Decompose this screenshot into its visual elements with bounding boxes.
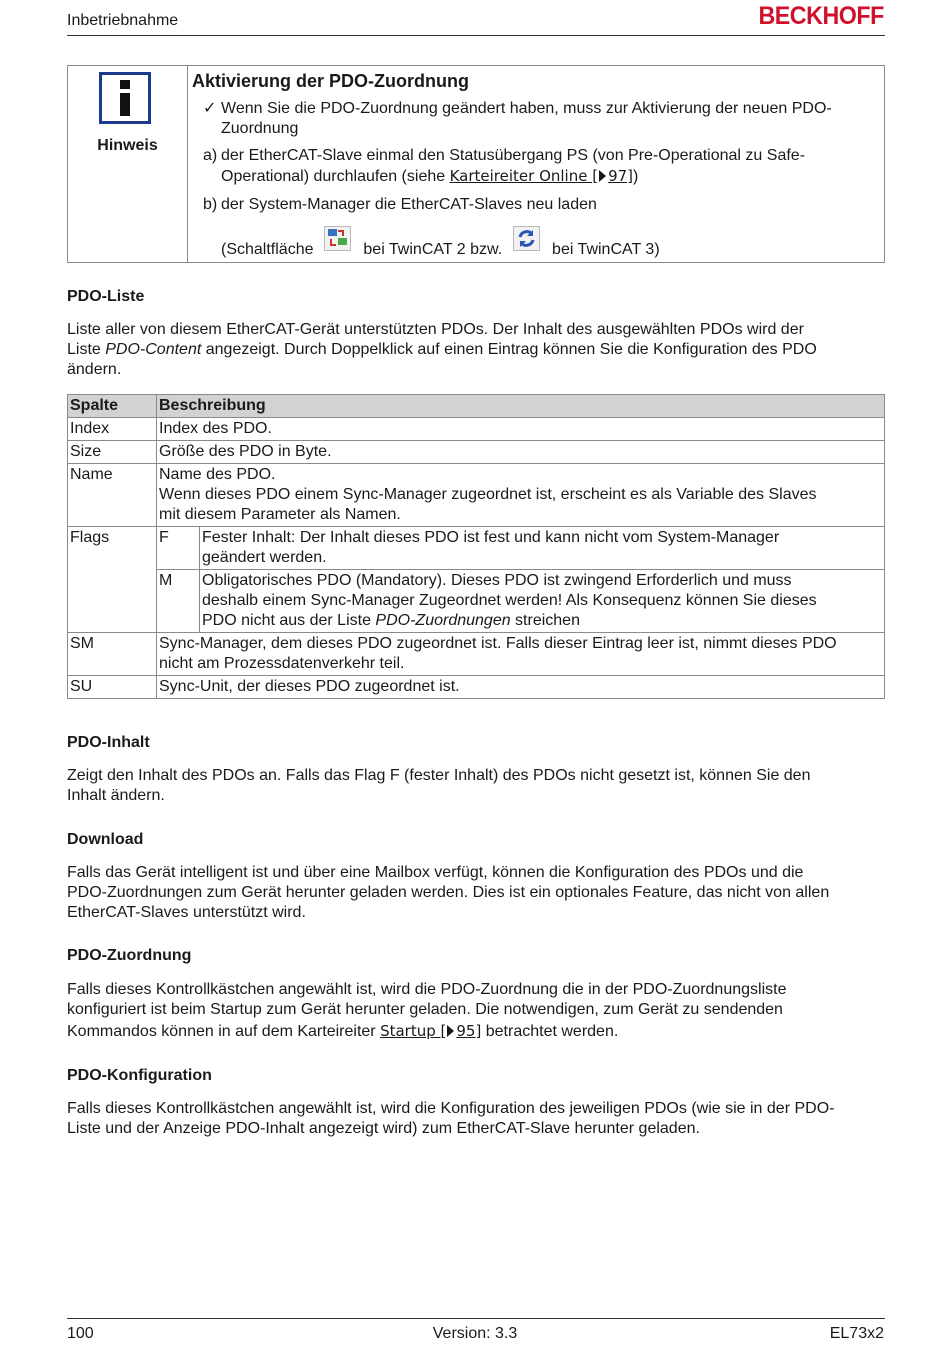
pdo-konfiguration-text: Falls dieses Kontrollkästchen angewählt ist, wird die Konfiguration des jeweiligen PDOs (wie sie in der PDO- Liste und der Anzeige PDO-Inhalt angezeigt wird) zum EtherCAT-Slave herunter geladen. (67, 1100, 835, 1137)
document-version: Version: 3.3 (432, 1325, 518, 1342)
note-title: Aktivierung der PDO-Zuordnung (192, 71, 469, 91)
pdo-columns-table (67, 394, 885, 699)
download-heading: Download (67, 831, 144, 848)
table-row (68, 441, 885, 464)
download-text: Falls das Gerät intelligent ist und über eine Mailbox verfügt, können die Konfiguration des PDOs und die PDO-Zuordnungen zum Gerät herunter geladen werden. Dies ist ein optionales Feature, das nicht von allen EtherCAT-Slaves unterstützt wird. (67, 864, 830, 921)
checkmark-icon: ✓ (203, 100, 217, 117)
table-cell: Index des PDO. (157, 418, 885, 441)
table-cell: Obligatorisches PDO (Mandatory). Dieses PDO ist zwingend Erforderlich und muss deshalb einem Sync-Manager Zugeordnet werden! Als Konsequenz können Sie dieses PDO nicht aus der Liste PDO-Zuordnungen streichen (200, 570, 885, 633)
table-row (68, 464, 885, 527)
hinweis-note-box (67, 65, 885, 263)
table-cell: M (157, 570, 200, 633)
info-icon (99, 72, 151, 124)
note-item-a-marker: a) (203, 147, 218, 164)
karteireiter-online-link[interactable]: Karteireiter Online [ 97] (449, 167, 634, 185)
table-cell: Fester Inhalt: Der Inhalt dieses PDO ist fest und kann nicht vom System-Manager geändert werden. (200, 527, 885, 570)
table-row (68, 633, 885, 676)
table-cell: Size (68, 441, 157, 464)
pdo-konfiguration-heading: PDO-Konfiguration (67, 1067, 212, 1084)
page-arrow-icon (599, 170, 606, 182)
page-number: 100 (67, 1325, 94, 1342)
pdo-liste-text: Liste aller von diesem EtherCAT-Gerät unterstützten PDOs. Der Inhalt des ausgewählten PDOs wird der Liste PDO-Content angezeigt. Durch Doppelklick auf einen Eintrag können Sie die Konfiguration des PDO ändern. (67, 321, 817, 378)
pdo-liste-heading: PDO-Liste (67, 288, 145, 305)
note-item-b: der System-Manager die EtherCAT-Slaves neu laden (221, 196, 597, 213)
table-cell: Name (68, 464, 157, 527)
pdo-zuordnung-text: Falls dieses Kontrollkästchen angewählt ist, wird die PDO-Zuordnung die in der PDO-Zuordnungsliste konfiguriert ist beim Startup zum Gerät herunter geladen. Die notwendigen, zum Gerät zu sendenden Kommandos können in auf dem Karteireiter Startup [ 95] betrachtet werden. (67, 981, 787, 1040)
table-row (68, 527, 885, 570)
header-rule (67, 35, 885, 36)
table-header-cell: Spalte (68, 395, 157, 418)
table-cell: F (157, 527, 200, 570)
table-header-cell: Beschreibung (157, 395, 885, 418)
table-header-row (68, 395, 885, 418)
table-cell: SM (68, 633, 157, 676)
table-cell: Größe des PDO in Byte. (157, 441, 885, 464)
pdo-inhalt-heading: PDO-Inhalt (67, 734, 150, 751)
footer-rule (67, 1318, 885, 1319)
header-section-title: Inbetriebnahme (67, 12, 179, 29)
beckhoff-logo: BECKHOFF (758, 2, 884, 30)
table-cell: Sync-Unit, der dieses PDO zugeordnet ist. (157, 676, 885, 699)
table-cell: Name des PDO. Wenn dieses PDO einem Sync-Manager zugeordnet ist, erscheint es als Variable des Slaves mit diesem Parameter als Namen. (157, 464, 885, 527)
reload-devices-twincat2-icon (324, 226, 351, 251)
pdo-zuordnung-heading: PDO-Zuordnung (67, 947, 192, 964)
note-button-hint: (Schaltfläche bei TwinCAT 2 bzw. bei TwinCAT 3) (221, 226, 876, 266)
table-cell: SU (68, 676, 157, 699)
page-arrow-icon (447, 1025, 454, 1037)
note-intro: Wenn Sie die PDO-Zuordnung geändert haben, muss zur Aktivierung der neuen PDO-Zuordnung (221, 100, 832, 137)
product-name: EL73x2 (829, 1325, 884, 1342)
note-label: Hinweis (97, 137, 158, 154)
note-icon-column (68, 66, 188, 262)
pdo-inhalt-text: Zeigt den Inhalt des PDOs an. Falls das Flag F (fester Inhalt) des PDOs nicht gesetzt ist, können Sie den Inhalt ändern. (67, 767, 811, 804)
note-item-a: der EtherCAT-Slave einmal den Statusübergang PS (von Pre-Operational zu Safe-Operational) durchlaufen (siehe Karteireiter Online [ 97]) (221, 147, 806, 185)
table-cell: Sync-Manager, dem dieses PDO zugeordnet ist. Falls dieser Eintrag leer ist, nimmt dieses PDO nicht am Prozessdatenverkehr teil. (157, 633, 885, 676)
table-row (68, 570, 885, 633)
table-cell: Flags (68, 527, 157, 633)
table-cell: Index (68, 418, 157, 441)
table-row (68, 418, 885, 441)
reload-devices-twincat3-icon (513, 226, 540, 251)
note-item-b-marker: b) (203, 196, 218, 213)
table-row (68, 676, 885, 699)
startup-tab-link[interactable]: Startup [ 95] (380, 1022, 482, 1040)
